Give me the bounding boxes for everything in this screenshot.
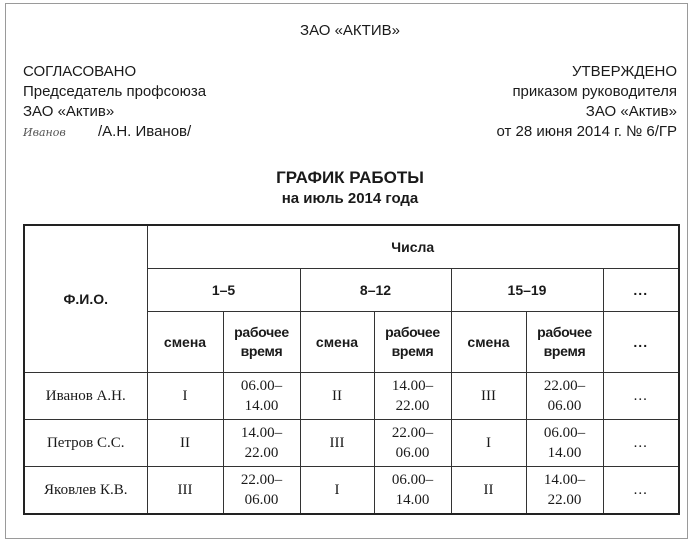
signature-line bbox=[23, 122, 206, 143]
document-title: ГРАФИК РАБОТЫ bbox=[276, 168, 424, 187]
work-time-cell: 06.00– 14.00 bbox=[374, 467, 451, 514]
work-time-cell: 06.00– 14.00 bbox=[223, 372, 300, 419]
shift-cell: III bbox=[147, 467, 223, 514]
work-time-header: рабочее время bbox=[374, 311, 451, 372]
work-time-cell: 06.00– 14.00 bbox=[526, 420, 603, 467]
work-time-header: рабочее время bbox=[526, 311, 603, 372]
period-header: 15–19 bbox=[451, 268, 603, 311]
shift-header: смена bbox=[147, 311, 223, 372]
employee-name: Петров С.С. bbox=[24, 420, 147, 467]
more-cell: ... bbox=[603, 467, 679, 514]
employee-name: Яковлев К.В. bbox=[24, 467, 147, 514]
more-header: ... bbox=[603, 311, 679, 372]
work-time-cell: 14.00– 22.00 bbox=[374, 372, 451, 419]
shift-cell: I bbox=[147, 372, 223, 419]
signature-name: /А.Н. Иванов/ bbox=[98, 123, 192, 140]
work-time-cell: 14.00– 22.00 bbox=[526, 467, 603, 514]
handwritten-signature: Иванов bbox=[23, 126, 66, 139]
agreed-heading: СОГЛАСОВАНО bbox=[23, 63, 137, 80]
shift-cell: II bbox=[451, 467, 526, 514]
agreed-block bbox=[23, 62, 206, 143]
approved-order-line: от 28 июня 2014 г. № 6/ГР bbox=[496, 123, 677, 140]
approved-line: ЗАО «Актив» bbox=[585, 103, 677, 120]
employee-name: Иванов А.Н. bbox=[24, 372, 147, 419]
fio-header: Ф.И.О. bbox=[24, 225, 147, 372]
more-cell: ... bbox=[603, 420, 679, 467]
period-header-more: ... bbox=[603, 268, 679, 311]
shift-header: смена bbox=[300, 311, 374, 372]
work-time-cell: 22.00– 06.00 bbox=[526, 372, 603, 419]
work-time-cell: 22.00– 06.00 bbox=[374, 420, 451, 467]
work-time-cell: 22.00– 06.00 bbox=[223, 467, 300, 514]
work-time-cell: 14.00– 22.00 bbox=[223, 420, 300, 467]
shift-cell: III bbox=[300, 420, 374, 467]
work-time-header: рабочее время bbox=[223, 311, 300, 372]
document-subtitle: на июль 2014 года bbox=[281, 190, 419, 207]
period-header: 8–12 bbox=[300, 268, 451, 311]
agreed-line: ЗАО «Актив» bbox=[23, 103, 115, 120]
more-cell: ... bbox=[603, 372, 679, 419]
shift-cell: II bbox=[147, 420, 223, 467]
shift-cell: I bbox=[451, 420, 526, 467]
approved-line: приказом руководителя bbox=[512, 83, 677, 100]
table-row bbox=[24, 372, 679, 419]
approved-heading: УТВЕРЖДЕНО bbox=[571, 63, 677, 80]
period-header: 1–5 bbox=[147, 268, 300, 311]
table-row bbox=[24, 467, 679, 514]
approved-block bbox=[496, 62, 677, 142]
shift-cell: I bbox=[300, 467, 374, 514]
dates-header: Числа bbox=[147, 225, 679, 268]
work-schedule-table bbox=[23, 224, 680, 515]
table-row bbox=[24, 420, 679, 467]
shift-header: смена bbox=[451, 311, 526, 372]
shift-cell: III bbox=[451, 372, 526, 419]
shift-cell: II bbox=[300, 372, 374, 419]
company-header: ЗАО «АКТИВ» bbox=[300, 22, 400, 39]
agreed-line: Председатель профсоюза bbox=[23, 83, 207, 100]
